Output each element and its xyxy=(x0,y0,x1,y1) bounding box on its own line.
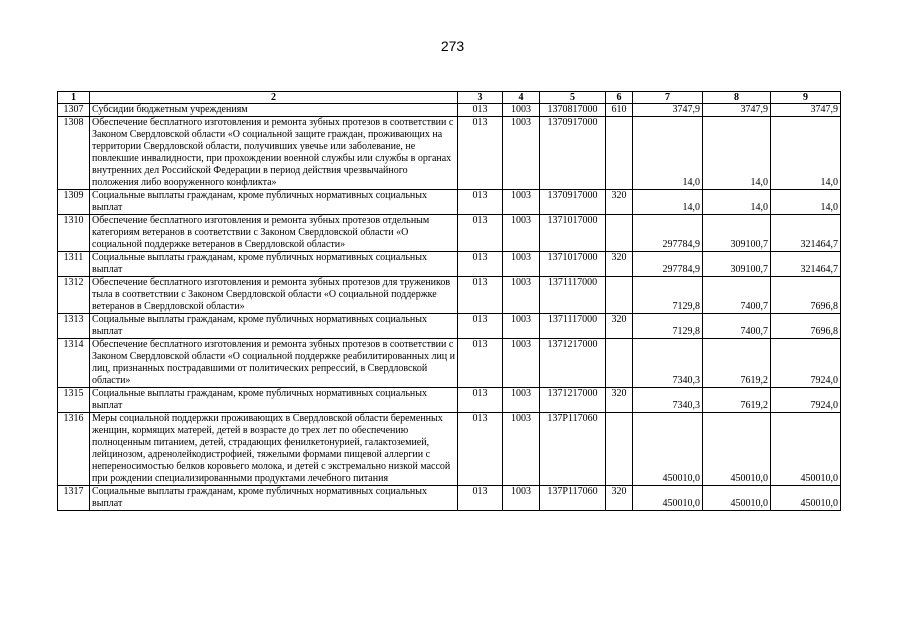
expense-type-code: 320 xyxy=(606,252,633,277)
section-code: 1003 xyxy=(503,314,540,339)
row-number: 1314 xyxy=(58,339,90,388)
table-row xyxy=(58,252,841,277)
row-description: Социальные выплаты гражданам, кроме публичных нормативных социальных выплат xyxy=(90,388,458,413)
amount-year-3: 321464,7 xyxy=(771,252,841,277)
expense-type-code xyxy=(606,277,633,314)
amount-year-1: 450010,0 xyxy=(633,486,703,511)
target-article-code: 1371117000 xyxy=(540,277,606,314)
row-number: 1313 xyxy=(58,314,90,339)
amount-year-2: 309100,7 xyxy=(703,252,771,277)
column-header: 8 xyxy=(703,92,771,104)
expense-type-code: 320 xyxy=(606,388,633,413)
amount-year-3: 7696,8 xyxy=(771,277,841,314)
amount-year-2: 14,0 xyxy=(703,190,771,215)
expense-type-code xyxy=(606,413,633,486)
amount-year-3: 14,0 xyxy=(771,117,841,190)
amount-year-1: 14,0 xyxy=(633,117,703,190)
section-code: 1003 xyxy=(503,339,540,388)
section-code: 1003 xyxy=(503,117,540,190)
amount-year-3: 7924,0 xyxy=(771,388,841,413)
section-code: 1003 xyxy=(503,277,540,314)
target-article-code: 137P117060 xyxy=(540,486,606,511)
amount-year-3: 3747,9 xyxy=(771,104,841,117)
table-row xyxy=(58,314,841,339)
expense-type-code: 320 xyxy=(606,486,633,511)
ministry-code: 013 xyxy=(458,117,503,190)
expense-type-code: 610 xyxy=(606,104,633,117)
column-header: 4 xyxy=(503,92,540,104)
section-code: 1003 xyxy=(503,215,540,252)
target-article-code: 1370917000 xyxy=(540,117,606,190)
column-header: 3 xyxy=(458,92,503,104)
amount-year-1: 7129,8 xyxy=(633,314,703,339)
amount-year-2: 7400,7 xyxy=(703,314,771,339)
section-code: 1003 xyxy=(503,388,540,413)
ministry-code: 013 xyxy=(458,104,503,117)
expense-type-code xyxy=(606,215,633,252)
row-number: 1311 xyxy=(58,252,90,277)
row-number: 1310 xyxy=(58,215,90,252)
amount-year-3: 7696,8 xyxy=(771,314,841,339)
row-description: Обеспечение бесплатного изготовления и ремонта зубных протезов в соответствии с Законом Свердловской области «О социальной поддержке реабилитированных лиц и лиц, признанных пострадавшими от политических репрессий, в Свердловской области» xyxy=(90,339,458,388)
budget-table xyxy=(57,91,841,511)
amount-year-1: 297784,9 xyxy=(633,215,703,252)
expense-type-code xyxy=(606,339,633,388)
amount-year-3: 450010,0 xyxy=(771,413,841,486)
ministry-code: 013 xyxy=(458,215,503,252)
column-header: 1 xyxy=(58,92,90,104)
amount-year-1: 297784,9 xyxy=(633,252,703,277)
amount-year-1: 3747,9 xyxy=(633,104,703,117)
target-article-code: 1371217000 xyxy=(540,388,606,413)
row-description: Обеспечение бесплатного изготовления и ремонта зубных протезов для тружеников тыла в соответствии с Законом Свердловской области «О социальной поддержке ветеранов в Свердловской области» xyxy=(90,277,458,314)
ministry-code: 013 xyxy=(458,413,503,486)
target-article-code: 1370917000 xyxy=(540,190,606,215)
ministry-code: 013 xyxy=(458,277,503,314)
section-code: 1003 xyxy=(503,413,540,486)
target-article-code: 1371017000 xyxy=(540,252,606,277)
row-number: 1308 xyxy=(58,117,90,190)
amount-year-3: 14,0 xyxy=(771,190,841,215)
amount-year-3: 450010,0 xyxy=(771,486,841,511)
table-row xyxy=(58,339,841,388)
ministry-code: 013 xyxy=(458,314,503,339)
column-header: 2 xyxy=(90,92,458,104)
section-code: 1003 xyxy=(503,252,540,277)
amount-year-2: 450010,0 xyxy=(703,486,771,511)
amount-year-1: 7340,3 xyxy=(633,339,703,388)
row-description: Социальные выплаты гражданам, кроме публичных нормативных социальных выплат xyxy=(90,190,458,215)
row-description: Социальные выплаты гражданам, кроме публичных нормативных социальных выплат xyxy=(90,314,458,339)
amount-year-1: 450010,0 xyxy=(633,413,703,486)
expense-type-code xyxy=(606,117,633,190)
column-header: 9 xyxy=(771,92,841,104)
amount-year-3: 7924,0 xyxy=(771,339,841,388)
ministry-code: 013 xyxy=(458,252,503,277)
table-row xyxy=(58,215,841,252)
amount-year-3: 321464,7 xyxy=(771,215,841,252)
row-number: 1309 xyxy=(58,190,90,215)
section-code: 1003 xyxy=(503,190,540,215)
section-code: 1003 xyxy=(503,104,540,117)
table-row xyxy=(58,104,841,117)
column-header: 5 xyxy=(540,92,606,104)
table-row xyxy=(58,190,841,215)
ministry-code: 013 xyxy=(458,388,503,413)
row-description: Меры социальной поддержки проживающих в Свердловской области беременных женщин, кормящих матерей, детей в возрасте до трех лет по обеспечению полноценным питанием, детей, страдающих фенилкетонурией, галактоземией, лейцинозом, адренолейкодистрофией, тяжелыми формами пищевой аллергии с непереносимостью белков коровьего молока, и детей с экстремально низкой массой при рождении специализированными продуктами лечебного питания xyxy=(90,413,458,486)
column-header: 7 xyxy=(633,92,703,104)
ministry-code: 013 xyxy=(458,486,503,511)
target-article-code: 137P117060 xyxy=(540,413,606,486)
row-description: Обеспечение бесплатного изготовления и ремонта зубных протезов в соответствии с Законом Свердловской области «О социальной защите граждан, проживающих на территории Свердловской области, получивших увечье или заболевание, не повлекшие инвалидности, при прохождении военной службы или службы в органах внутренних дел Российской Федерации в период действия чрезвычайного положения либо вооруженного конфликта» xyxy=(90,117,458,190)
amount-year-1: 7129,8 xyxy=(633,277,703,314)
row-number: 1316 xyxy=(58,413,90,486)
ministry-code: 013 xyxy=(458,339,503,388)
amount-year-1: 14,0 xyxy=(633,190,703,215)
target-article-code: 1371217000 xyxy=(540,339,606,388)
amount-year-2: 7619,2 xyxy=(703,388,771,413)
expense-type-code: 320 xyxy=(606,190,633,215)
amount-year-2: 14,0 xyxy=(703,117,771,190)
amount-year-2: 309100,7 xyxy=(703,215,771,252)
header-row xyxy=(58,92,841,104)
row-number: 1307 xyxy=(58,104,90,117)
row-number: 1312 xyxy=(58,277,90,314)
row-description: Социальные выплаты гражданам, кроме публичных нормативных социальных выплат xyxy=(90,252,458,277)
table-row xyxy=(58,117,841,190)
section-code: 1003 xyxy=(503,486,540,511)
page-number: 273 xyxy=(440,38,465,54)
row-description: Субсидии бюджетным учреждениям xyxy=(90,104,458,117)
row-description: Обеспечение бесплатного изготовления и ремонта зубных протезов отдельным категориям ветеранов в соответствии с Законом Свердловской области «О социальной поддержке ветеранов в Свердловской области» xyxy=(90,215,458,252)
amount-year-2: 7400,7 xyxy=(703,277,771,314)
ministry-code: 013 xyxy=(458,190,503,215)
table-row xyxy=(58,486,841,511)
row-description: Социальные выплаты гражданам, кроме публичных нормативных социальных выплат xyxy=(90,486,458,511)
table-row xyxy=(58,277,841,314)
target-article-code: 1371117000 xyxy=(540,314,606,339)
table-row xyxy=(58,413,841,486)
expense-type-code: 320 xyxy=(606,314,633,339)
amount-year-2: 3747,9 xyxy=(703,104,771,117)
amount-year-2: 450010,0 xyxy=(703,413,771,486)
row-number: 1315 xyxy=(58,388,90,413)
row-number: 1317 xyxy=(58,486,90,511)
target-article-code: 1370817000 xyxy=(540,104,606,117)
column-header: 6 xyxy=(606,92,633,104)
amount-year-1: 7340,3 xyxy=(633,388,703,413)
target-article-code: 1371017000 xyxy=(540,215,606,252)
amount-year-2: 7619,2 xyxy=(703,339,771,388)
table-row xyxy=(58,388,841,413)
